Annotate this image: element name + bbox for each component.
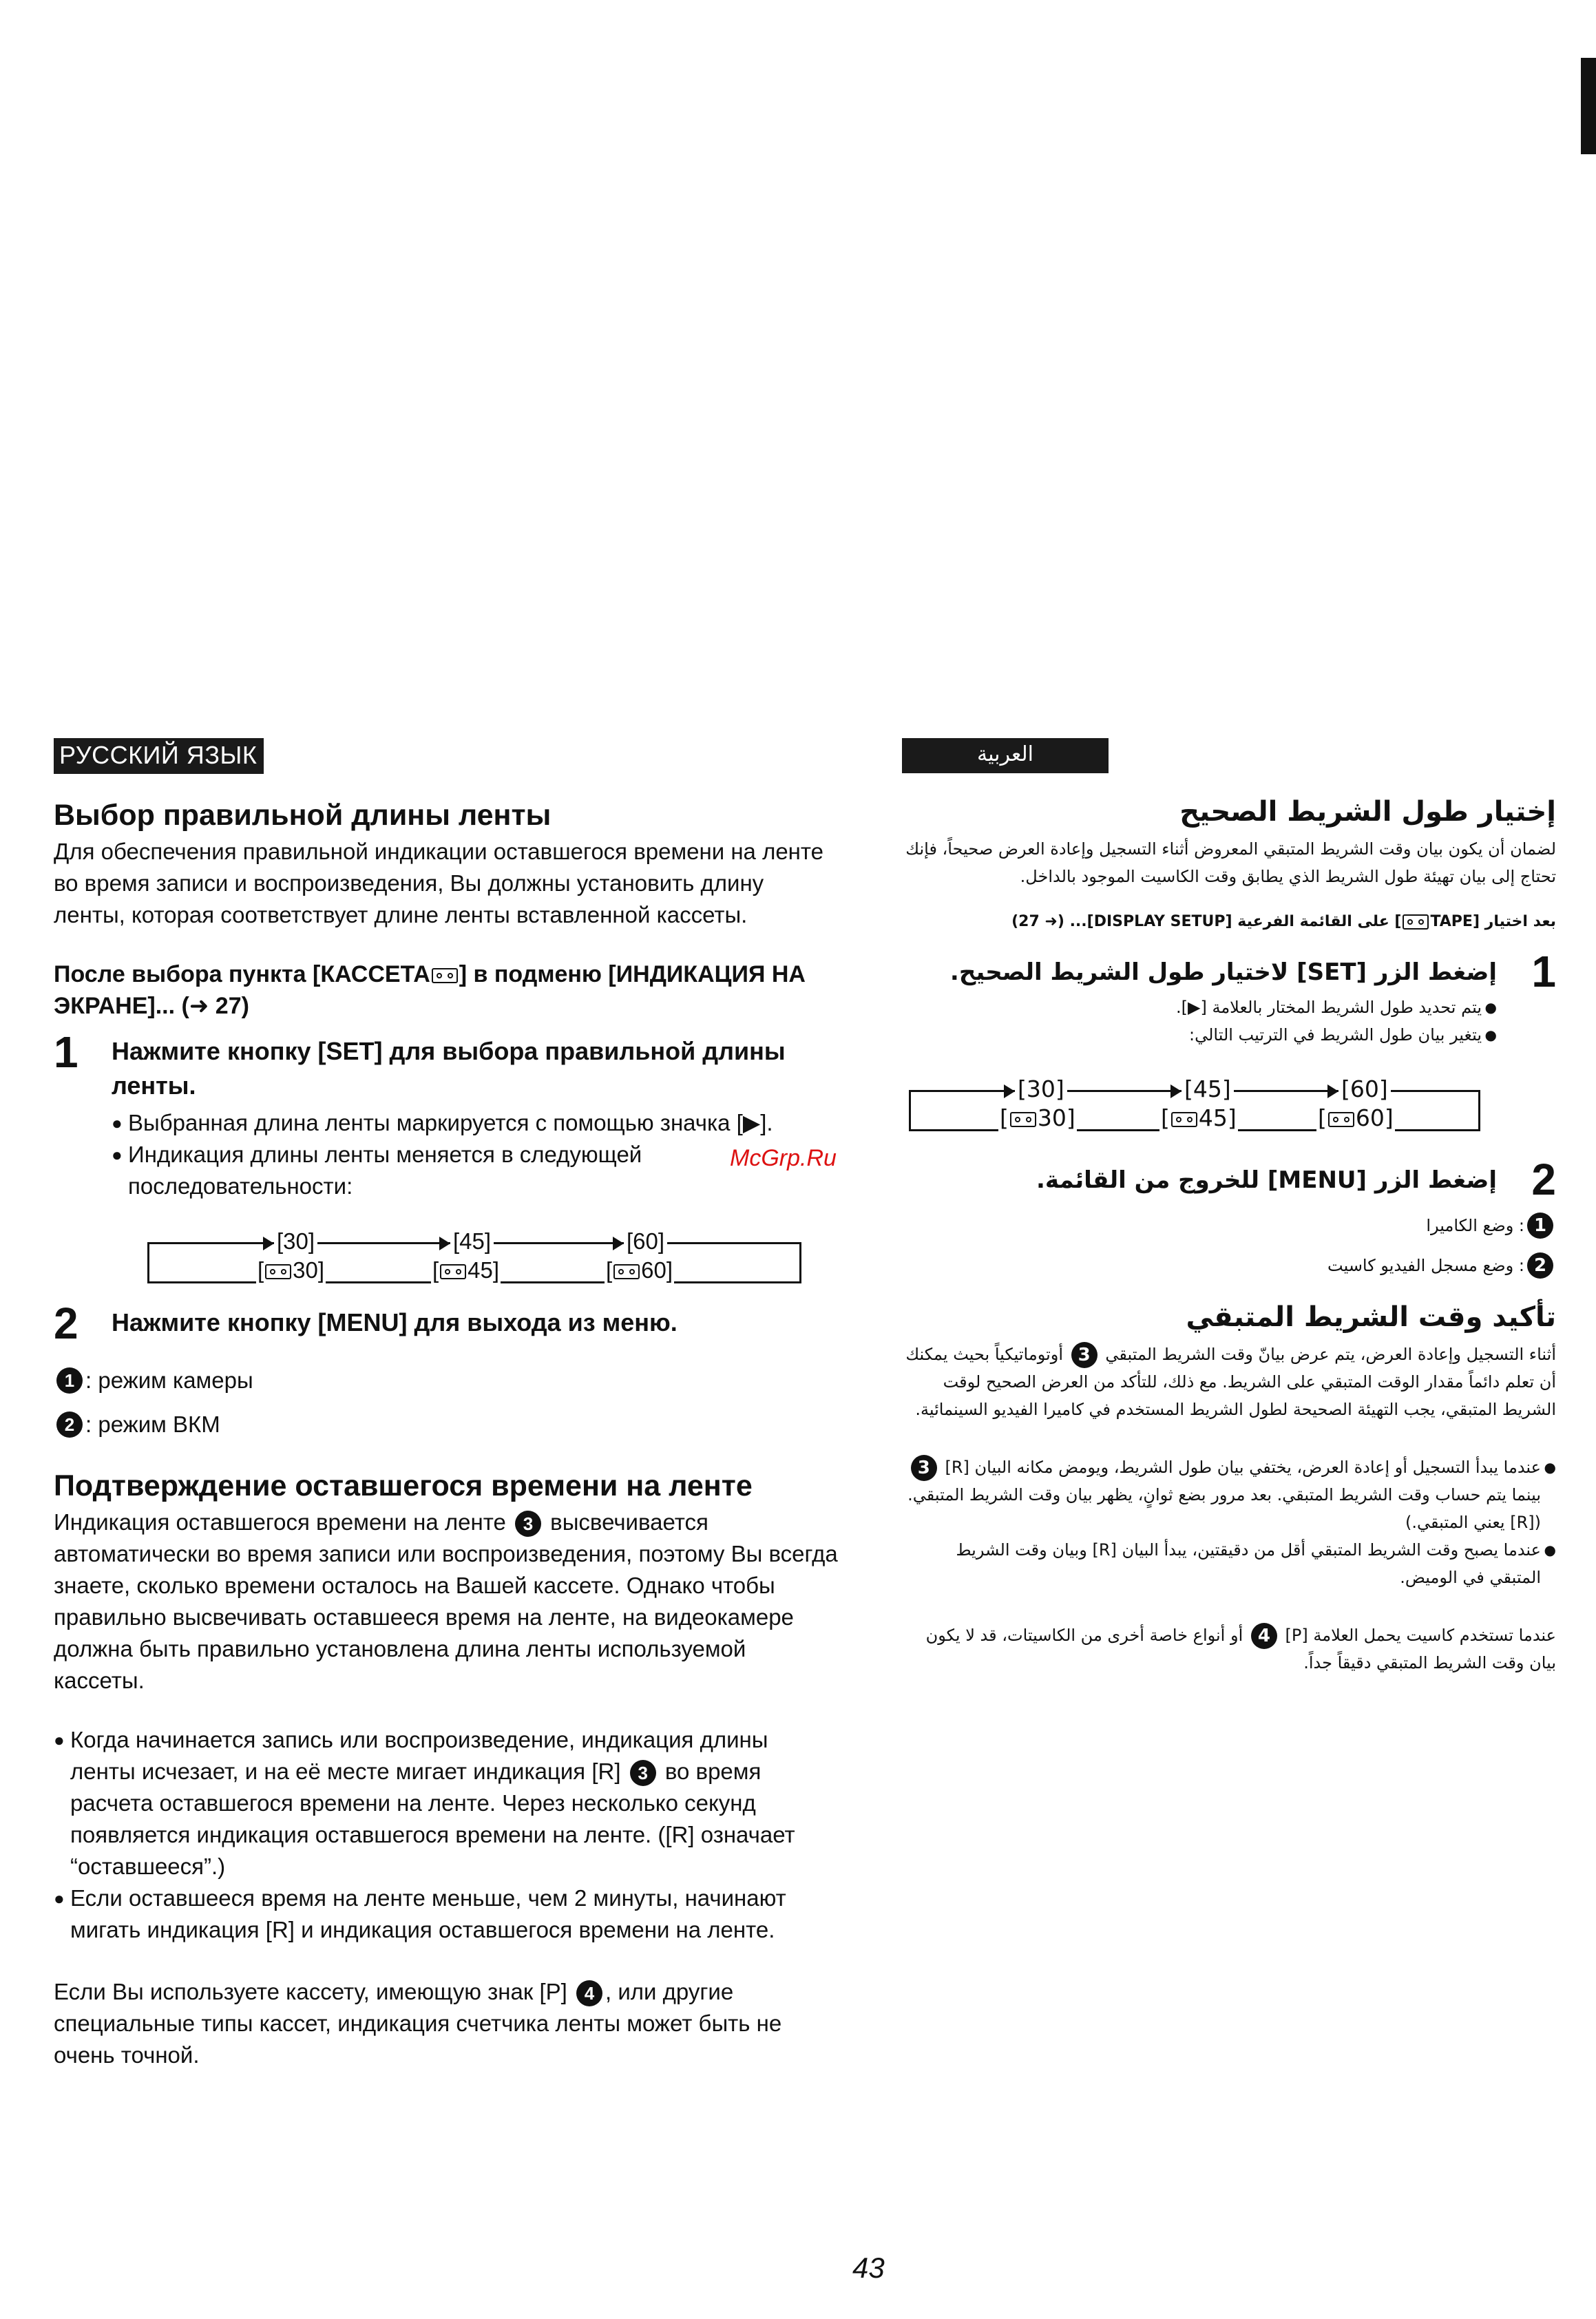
step-title: إضغط الزر [SET] لاختيار طول الشريط الصحيح. xyxy=(949,958,1497,986)
arabic-tab-row xyxy=(902,738,1556,773)
special-cassette-note xyxy=(54,1976,839,2071)
bullet-item: ● عندما يصبح وقت الشريط المتبقي أقل من دقيقتين، يبدأ البيان [R] وبيان وقت الشريط المتبقي في الوميض. xyxy=(902,1536,1556,1591)
circle-number-3-icon: 3 xyxy=(911,1455,937,1481)
vcr-mode-label: : وضع مسجل الفيديو كاسيت xyxy=(1327,1256,1524,1275)
sequence-sublabel-value: 60 xyxy=(641,1257,666,1283)
bullet-part2: بينما يتم حساب وقت الشريط المتبقي. بعد مرور بضع ثوانٍ، يظهر بيان وقت الشريط المتبقي. ([R] يعني المتبقي.) xyxy=(907,1485,1541,1532)
step-bullets xyxy=(902,994,1497,1049)
sequence-label: [60] xyxy=(624,1226,667,1257)
sequence-sublabel: [ 60] xyxy=(605,1255,674,1286)
sequence-label: [45] xyxy=(450,1226,494,1257)
sequence-sublabel: [ 45] xyxy=(1159,1102,1238,1134)
circle-number-3-icon: 3 xyxy=(1071,1342,1098,1368)
arrow-icon xyxy=(1170,1084,1182,1098)
bullet-item: ● Индикация длины ленты меняется в следующей последовательности: xyxy=(112,1139,839,1202)
cassette-icon xyxy=(1403,914,1429,930)
step-title: إضغط الزر [MENU] للخروج من القائمة. xyxy=(1036,1166,1497,1194)
circle-number-4-icon: 4 xyxy=(576,1980,602,2006)
bullet-item: ● يتم تحديد طول الشريط المختار بالعلامة [▶]. xyxy=(902,994,1497,1021)
circle-number-1-icon: 1 xyxy=(1527,1213,1553,1239)
step-number: 2 xyxy=(54,1299,78,1348)
step-2 xyxy=(54,1299,839,1348)
sequence-label: [30] xyxy=(1015,1073,1067,1105)
after-select-instruction-ar xyxy=(902,910,1556,934)
step-number: 2 xyxy=(1531,1155,1556,1204)
note-part2: , или другие специальные типы кассет, индикация счетчика ленты может быть не очень точной. xyxy=(54,1979,782,2068)
tape-length-sequence-diagram xyxy=(147,1226,801,1285)
vcr-mode-label: : режим ВКМ xyxy=(85,1412,220,1437)
cassette-icon xyxy=(1171,1112,1197,1127)
after-select-part1: После выбора пункта [КАССЕТА xyxy=(54,961,430,987)
bullet-item: ● Выбранная длина ленты маркируется с помощью значка [▶]. xyxy=(112,1107,839,1139)
sequence-label: [30] xyxy=(274,1226,317,1257)
bullet-part1: Когда начинается запись или воспроизведение, индикация длины ленты исчезает, и на её месте мигает индикация [R] xyxy=(70,1727,768,1784)
bullet-item: ● Если оставшееся время на ленте меньше, чем 2 минуты, начинают мигать индикация [R] и индикация оставшегося времени на ленте. xyxy=(54,1882,839,1946)
bullet-part1: عندما يبدأ التسجيل أو إعادة العرض، يختفي بيان طول الشريط، ويومض مكانه البيان [R] xyxy=(945,1458,1541,1477)
bullet-part2: во время расчета оставшегося времени на ленте. Через несколько секунд появляется индикация оставшегося времени на ленте. ([R] означает “оставшееся”.) xyxy=(70,1759,795,1879)
sequence-sublabel: [ 60] xyxy=(1316,1102,1395,1134)
after-select-part2: ] в подменю [ИНДИКАЦИЯ НА ЭКРАНЕ]... (➜ 27) xyxy=(54,961,806,1019)
arrow-icon xyxy=(1327,1084,1338,1098)
circle-number-3-icon: 3 xyxy=(630,1760,656,1786)
tape-length-title: Выбор правильной длины ленты xyxy=(54,799,552,832)
step-title: Нажмите кнопку [SET] для выбора правильной длины ленты. xyxy=(112,1037,786,1100)
intro-part2: أوتوماتيكياً بحيث يمكنك أن تعلم دائماً مقدار الوقت المتبقي على الشريط. مع ذلك، للتأكد من العرض الصحيح لوقت الشريط المتبقي، يجب التهيئة الصحيحة لطول الشريط المستخدم في كاميرا الفيديو السينمائية. xyxy=(905,1345,1556,1419)
step-number: 1 xyxy=(1531,947,1556,996)
bullet-item xyxy=(902,1454,1556,1536)
tape-length-sequence-diagram-ar xyxy=(909,1073,1480,1133)
intro-part1: Индикация оставшегося времени на ленте xyxy=(54,1509,506,1535)
arrow-icon xyxy=(1004,1084,1015,1098)
circle-number-2-icon: 2 xyxy=(56,1412,83,1438)
step-number: 1 xyxy=(54,1027,78,1077)
sequence-sublabel-value: 30 xyxy=(1037,1104,1067,1131)
note-part1: عندما تستخدم كاسيت يحمل العلامة [P] xyxy=(1285,1626,1556,1645)
tape-length-intro: Для обеспечения правильной индикации оставшегося времени на ленте во время записи и воспроизведения, Вы должны установить длину ленты, которая соответствует длине ленты вставленной кассеты. xyxy=(54,839,824,927)
step-title: Нажмите кнопку [MENU] для выхода из меню. xyxy=(112,1308,678,1336)
camera-mode-label: : режим камеры xyxy=(85,1367,253,1393)
vcr-mode-row xyxy=(54,1409,839,1440)
camera-mode-row-ar xyxy=(902,1210,1556,1241)
circle-number-1-icon: 1 xyxy=(56,1367,83,1394)
after-select-instruction xyxy=(54,958,839,1022)
remaining-time-title-ar: تأكيد وقت الشريط المتبقي xyxy=(1186,1301,1556,1333)
circle-number-2-icon: 2 xyxy=(1527,1252,1553,1279)
page-edge-marker xyxy=(1581,58,1596,154)
cassette-icon xyxy=(440,1264,466,1279)
sequence-sublabel-value: 30 xyxy=(293,1257,318,1283)
camera-mode-label: : وضع الكاميرا xyxy=(1426,1216,1524,1235)
tape-length-intro-ar: لضمان أن يكون بيان وقت الشريط المتبقي المعروض أثناء التسجيل وإعادة العرض صحيحاً، فإنك تحتاج إلى بيان تهيئة طول الشريط الذي يطابق وقت الكاسيت الموجود بالداخل. xyxy=(905,839,1556,886)
arrow-icon xyxy=(613,1237,624,1250)
arabic-column xyxy=(902,738,1556,1677)
bullet-item: ● يتغير بيان طول الشريط في الترتيب التالي: xyxy=(902,1021,1497,1049)
step-2-ar xyxy=(902,1155,1556,1204)
note-part2: أو أنواع خاصة أخرى من الكاسيتات، قد لا يكون بيان وقت الشريط المتبقي دقيقاً جداً. xyxy=(925,1626,1556,1672)
remaining-time-bullets xyxy=(54,1724,839,1946)
page-number: 43 xyxy=(852,2252,885,2284)
cassette-icon xyxy=(1010,1112,1036,1127)
remaining-time-intro-ar xyxy=(902,1341,1556,1423)
intro-part1: أثناء التسجيل وإعادة العرض، يتم عرض بيانّ وقت الشريط المتبقي xyxy=(1105,1345,1556,1364)
bullet-item xyxy=(54,1724,839,1882)
arabic-language-tab: العربية xyxy=(902,738,1109,773)
sequence-sublabel-value: 45 xyxy=(1198,1104,1228,1131)
cassette-icon xyxy=(432,968,458,983)
sequence-sublabel: [ 30] xyxy=(998,1102,1077,1134)
circle-number-4-icon: 4 xyxy=(1251,1623,1277,1649)
sequence-label: [60] xyxy=(1338,1073,1391,1105)
sequence-label: [45] xyxy=(1182,1073,1234,1105)
note-part1: Если Вы используете кассету, имеющую знак [P] xyxy=(54,1979,567,2004)
special-cassette-note-ar xyxy=(902,1622,1556,1677)
step-1 xyxy=(54,1027,839,1202)
russian-language-tab: РУССКИЙ ЯЗЫК xyxy=(54,738,264,774)
tape-length-title-ar: إختيار طول الشريط الصحيح xyxy=(1179,796,1556,828)
step-1-ar xyxy=(902,947,1556,1049)
cassette-icon xyxy=(1328,1112,1354,1127)
sequence-sublabel: [ 45] xyxy=(431,1255,501,1286)
remaining-time-intro xyxy=(54,1507,839,1697)
cassette-icon xyxy=(613,1264,640,1279)
remaining-time-title: Подтверждение оставшегося времени на ленте xyxy=(54,1469,753,1502)
watermark: McGrp.Ru xyxy=(730,1145,837,1171)
sequence-sublabel: [ 30] xyxy=(256,1255,326,1286)
intro-part2: высвечивается автоматически во время записи или воспроизведения, поэтому Вы всегда знаете, сколько времени осталось на Вашей кассете. Однако чтобы правильно высвечивать оставшееся время на ленте, на видеокамере должна быть правильно установлена длина ленты используемой кассеты. xyxy=(54,1509,838,1693)
circle-number-3-icon: 3 xyxy=(515,1511,541,1537)
after-select-part1: بعد اختيار [TAPE xyxy=(1430,913,1556,930)
step-bullets xyxy=(112,1107,839,1202)
camera-mode-row xyxy=(54,1365,839,1396)
russian-column xyxy=(54,738,839,2071)
cassette-icon xyxy=(265,1264,291,1279)
after-select-part2: ] على القائمة الفرعية [DISPLAY SETUP]... (➜ 27) xyxy=(1011,913,1402,930)
remaining-time-bullets-ar xyxy=(902,1454,1556,1591)
arrow-icon xyxy=(263,1237,274,1250)
sequence-sublabel-value: 60 xyxy=(1355,1104,1385,1131)
arrow-icon xyxy=(439,1237,450,1250)
vcr-mode-row-ar xyxy=(902,1250,1556,1281)
sequence-sublabel-value: 45 xyxy=(468,1257,493,1283)
